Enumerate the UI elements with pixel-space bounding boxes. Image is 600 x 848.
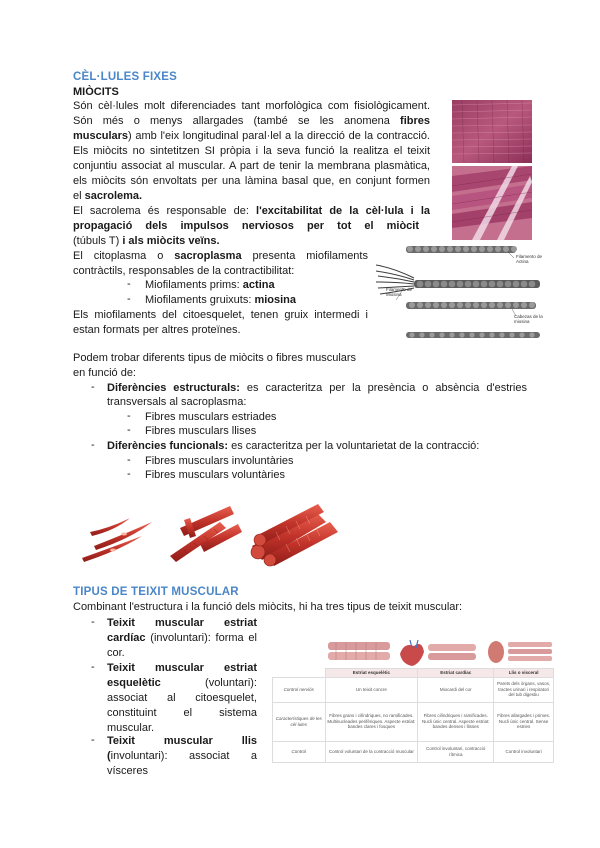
section-subtitle-miocits: MIÒCITS	[73, 86, 119, 98]
table-row-label: Control	[273, 741, 326, 762]
list-item-diferencies-estructurals: Diferències estructurals: es caracteritza per la presència o absència d'estries	[107, 382, 527, 394]
illustration-muscle-fiber-types	[80, 498, 340, 568]
bullet-dash: -	[127, 468, 131, 480]
list-item-teixit-cardiac: Teixit muscular estriat cardíac (involuntari): forma el cor.	[107, 617, 257, 659]
table-header-illustrations	[272, 638, 554, 670]
label-filament-actina: Filamento de Actina	[516, 254, 543, 264]
list-item-teixit-llis: Teixit muscular llis (involuntari): associat a vísceres	[107, 735, 257, 777]
paragraph-miocits-description	[73, 99, 430, 204]
table-row	[273, 677, 554, 702]
sublist-item-involuntaries: Fibres musculars involuntàries	[145, 455, 294, 467]
table-cell: Fibres allargades i primes. Nucli únic central. Sense estries	[494, 702, 554, 741]
bullet-dash: -	[91, 734, 95, 746]
para3-line1: El citoplasma o sacroplasma presenta miofilaments	[73, 250, 368, 262]
bullet-dash: -	[127, 293, 131, 305]
bullet-dash: -	[91, 616, 95, 628]
table-row-label: Control nerviós	[273, 677, 326, 702]
para2-line3: (túbuls T) i als miòcits veïns.	[73, 235, 220, 247]
para2-line2: propagació dels impulsos nerviosos per tot el miòcit	[73, 220, 419, 232]
label-cabezas-miosina: Cabezas de la miosina	[514, 314, 543, 324]
para4-line2: estan formats per altres proteïnes.	[73, 324, 241, 336]
list-item-actina: Miofilaments prims: actina	[145, 279, 275, 291]
para5-line2: en funció de:	[73, 367, 136, 379]
table-header: Llis o visceral	[494, 669, 554, 678]
list-item-teixit-esqueletic: Teixit muscular estriat esquelètic (voluntari): associat al citoesquelet, constituint el sistema muscular.	[107, 662, 257, 734]
list-item-miosina: Miofilaments gruixuts: miosina	[145, 294, 297, 306]
bullet-dash: -	[127, 278, 131, 290]
micrograph-muscle-longitudinal	[452, 166, 532, 240]
bullet-dash: -	[91, 439, 95, 451]
paragraph-sacroplasma	[73, 249, 368, 279]
table-row-label: Característiques de les cèl·lules	[273, 702, 326, 741]
para2-line1: El sacrolema és responsable de: l'excitabilitat de la cèl·lula i la	[73, 205, 430, 217]
micrograph-muscle-cross	[452, 100, 532, 163]
bullet-dash: -	[91, 661, 95, 673]
para1-line6: els miòcits són envoltats per una làmina basal que, en conjunt formen	[73, 175, 430, 187]
para1-line1: Són cèl·lules molt diferenciades tant morfològica com fisiològicament.	[73, 100, 430, 112]
para4-line1: Els miofilaments del citoesquelet, tenen gruix intermedi i	[73, 309, 368, 321]
diagram-actin-myosin	[376, 238, 548, 344]
table-cell: Parets dels òrgans, vasos, tractes urinari i respiratori del tub digestiu	[494, 677, 554, 702]
para1-line5: conjuntiu associat al muscular. A part de tenir la membrana plasmàtica,	[73, 160, 430, 172]
bullet-dash: -	[127, 424, 131, 436]
table-cell: Un teixit concre	[325, 677, 418, 702]
paragraph-tipus-miocits	[73, 351, 373, 381]
bullet-dash: -	[91, 381, 95, 393]
table-cell: Control involuntari	[494, 741, 554, 762]
comparison-table-figure	[272, 638, 554, 770]
table-cell: Fibres grans i cilíndriques, no ramificades. Multinucleades perifèriques. Aspecte estriat: bandes clares i fosques	[325, 702, 418, 741]
para1-line4: Els miòcits no sintetitzen SI pròpia i la seva funció la realitza el teixit	[73, 145, 430, 157]
section-title-tipus-teixit: TIPUS DE TEIXIT MUSCULAR	[73, 586, 239, 598]
bullet-dash: -	[127, 410, 131, 422]
bullet-dash: -	[127, 454, 131, 466]
table-cell: Control involuntari, contracció rítmica	[418, 741, 494, 762]
list-item-diferencies-estructurals-cont: transversals al sacroplasma:	[107, 396, 247, 408]
table-cell: Fibres cilíndriques i ramificades. Nucli únic central. Aspecte estriat: bandes denses i llisses	[418, 702, 494, 741]
cardiac-muscle-fibers	[170, 506, 242, 562]
para1-line3: musculars) amb l'eix longitudinal paral·lel a la direcció de la contracció.	[73, 130, 430, 142]
comparison-table	[272, 668, 554, 763]
paragraph-intro-tipus: Combinant l'estructura i la funció dels miòcits, hi ha tres tipus de teixit muscular:	[73, 601, 463, 613]
table-header: Estriat cardíac	[418, 669, 494, 678]
skeletal-muscle-bundle	[251, 504, 338, 566]
list-item-diferencies-funcionals: Diferències funcionals: es caracteritza per la voluntarietat de la contracció:	[107, 440, 480, 452]
table-cell: Miocardi del cor	[418, 677, 494, 702]
actin-filament-top	[406, 246, 517, 253]
label-filament-miosina: Filamento de Miosina	[386, 287, 413, 297]
section-title-cells: CÈL·LULES FIXES	[73, 71, 177, 83]
table-header: Estriat esquelètic	[325, 669, 418, 678]
sublist-item-llises: Fibres musculars llises	[145, 425, 257, 437]
table-cell: Control voluntari de la contracció muscular	[325, 741, 418, 762]
sublist-item-estriades: Fibres musculars estriades	[145, 411, 277, 423]
table-row	[273, 702, 554, 741]
table-row	[273, 741, 554, 762]
para3-line2: contràctils, responsables de la contractibilitat:	[73, 265, 295, 277]
smooth-muscle-fibers	[82, 518, 152, 562]
para1-line2: Són més o menys allargades (també se les anomena fibres	[73, 115, 430, 127]
sublist-item-voluntaries: Fibres musculars voluntàries	[145, 469, 285, 481]
myosin-filament-middle	[414, 280, 540, 288]
table-header-row	[273, 669, 554, 678]
actin-filament-bottom	[406, 302, 536, 309]
actin-filament-extra	[406, 332, 540, 338]
table-corner	[273, 669, 326, 678]
paragraph-citoesquelet	[73, 308, 368, 338]
para1-line7: el sacrolema.	[73, 190, 143, 202]
para5-line1: Podem trobar diferents tipus de miòcits o fibres musculars	[73, 352, 357, 364]
